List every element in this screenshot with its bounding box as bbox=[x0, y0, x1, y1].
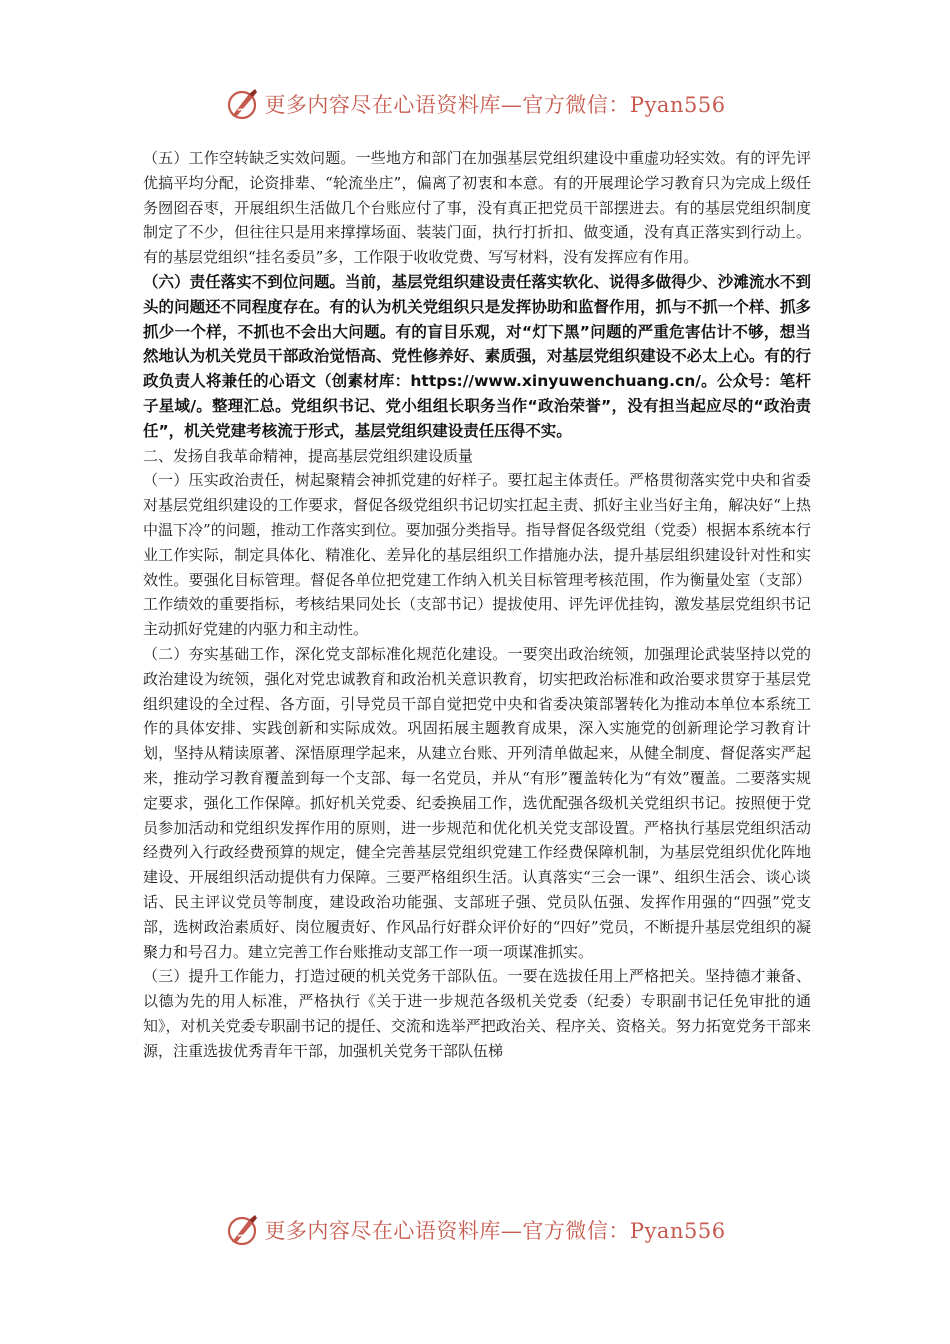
subsection-three: （三）提升工作能力，打造过硬的机关党务干部队伍。一要在选拔任用上严格把关。坚持德才兼备、以德为先的用人标准，严格执行《关于进一步规范各级机关党委（纪委）专职副书记任免审批的通知》，对机关党委专职副书记的提任、交流和选举严把政治关、程序关、资格关。努力拓宽党务干部来源，注重选拔优秀青年干部，加强机关党务干部队伍梯 bbox=[143, 967, 811, 1060]
header-banner bbox=[0, 84, 950, 124]
banner-text: 更多内容尽在心语资料库—官方微信：Pyan556 bbox=[264, 93, 726, 117]
paragraph-six: （六）责任落实不到位问题。当前，基层党组织建设责任落实软化、说得多做得少、沙滩流水不到头的问题还不同程度存在。有的认为机关党组织只是发挥协助和监督作用，抓与不抓一个样、抓多抓少一个样，不抓也不会出大问题。有的盲目乐观，对“灯下黑”问题的严重危害估计不够，想当然地认为机关党员干部政治觉悟高、党性修养好、素质强，对基层党组织建设不必太上心。有的行政负责人将兼任的心语文（创素材库：https://www.xinyuwenchuang.cn/。公众号：笔杆子星域/。整理汇总。党组织书记、党小组组长职务当作“政治荣誉”，没有担当起应尽的“政治责任”，机关党建考核流于形式，基层党组织建设责任压得不实。 bbox=[143, 272, 811, 440]
footer-banner bbox=[0, 1210, 950, 1250]
subsection-two: （二）夯实基础工作，深化党支部标准化规范化建设。一要突出政治统领，加强理论武装坚持以党的政治建设为统领，强化对党忠诚教育和政治机关意识教育，切实把政治标准和政治要求贯穿于基层党组织建设的全过程、各方面，引导党员干部自觉把党中央和省委决策部署转化为推动本单位本系统工作的具体安排、实践创新和实际成效。巩固拓展主题教育成果，深入实施党的创新理论学习教育计划，坚持从精读原著、深悟原理学起来，从建立台账、开列清单做起来，从健全制度、督促落实严起来，推动学习教育覆盖到每一个支部、每一名党员，并从“有形”覆盖转化为“有效”覆盖。二要落实规定要求，强化工作保障。抓好机关党委、纪委换届工作，选优配强各级机关党组织书记。按照便于党员参加活动和党组织发挥作用的原则，进一步规范和优化机关党支部设置。严格执行基层党组织活动经费列入行政经费预算的规定，健全完善基层党组织党建工作经费保障机制，为基层党组织优化阵地建设、开展组织活动提供有力保障。三要严格组织生活。认真落实“三会一课”、组织生活会、谈心谈话、民主评议党员等制度，建设政治功能强、支部班子强、党员队伍强、发挥作用强的“四强”党支部，选树政治素质好、岗位履责好、作风品行好群众评价好的“四好”党员，不断提升基层党组织的凝聚力和号召力。建立完善工作台账推动支部工作一项一项谋准抓实。 bbox=[143, 644, 811, 961]
quill-pen-logo-icon bbox=[224, 1212, 260, 1248]
subsection-one: （一）压实政治责任，树起聚精会神抓党建的好样子。要扛起主体责任。严格贯彻落实党中央和省委对基层党组织建设的工作要求，督促各级党组织书记切实扛起主责、抓好主业当好主角，解决好“上热中温下冷”的问题，推动工作落实到位。要加强分类指导。指导督促各级党组（党委）根据本系统本行业工作实际，制定具体化、精准化、差异化的基层组织工作措施办法，提升基层组织建设针对性和实效性。要强化目标管理。督促各单位把党建工作纳入机关目标管理考核范围，作为衡量处室（支部）工作绩效的重要指标，考核结果同处长（支部书记）提拔使用、评先评优挂钩，激发基层党组织书记主动抓好党建的内驱力和主动性。 bbox=[143, 471, 811, 639]
section-two-heading: 二、发扬自我革命精神，提高基层党组织建设质量 bbox=[143, 446, 474, 465]
quill-pen-logo-icon bbox=[224, 86, 260, 122]
document-body bbox=[143, 146, 811, 1063]
banner-text: 更多内容尽在心语资料库—官方微信：Pyan556 bbox=[264, 1219, 726, 1243]
paragraph-five: （五）工作空转缺乏实效问题。一些地方和部门在加强基层党组织建设中重虚功轻实效。有的评先评优搞平均分配，论资排辈、“轮流坐庄”，偏离了初衷和本意。有的开展理论学习教育只为完成上级任务囫囵吞枣，开展组织生活做几个台账应付了事，没有真正把党员干部摆进去。有的基层党组织制度制定了不少，但往往只是用来撑撑场面、装装门面，执行打折扣、做变通，没有真正落实到行动上。有的基层党组织“挂名委员”多，工作限于收收党费、写写材料，没有发挥应有作用。 bbox=[143, 149, 811, 267]
